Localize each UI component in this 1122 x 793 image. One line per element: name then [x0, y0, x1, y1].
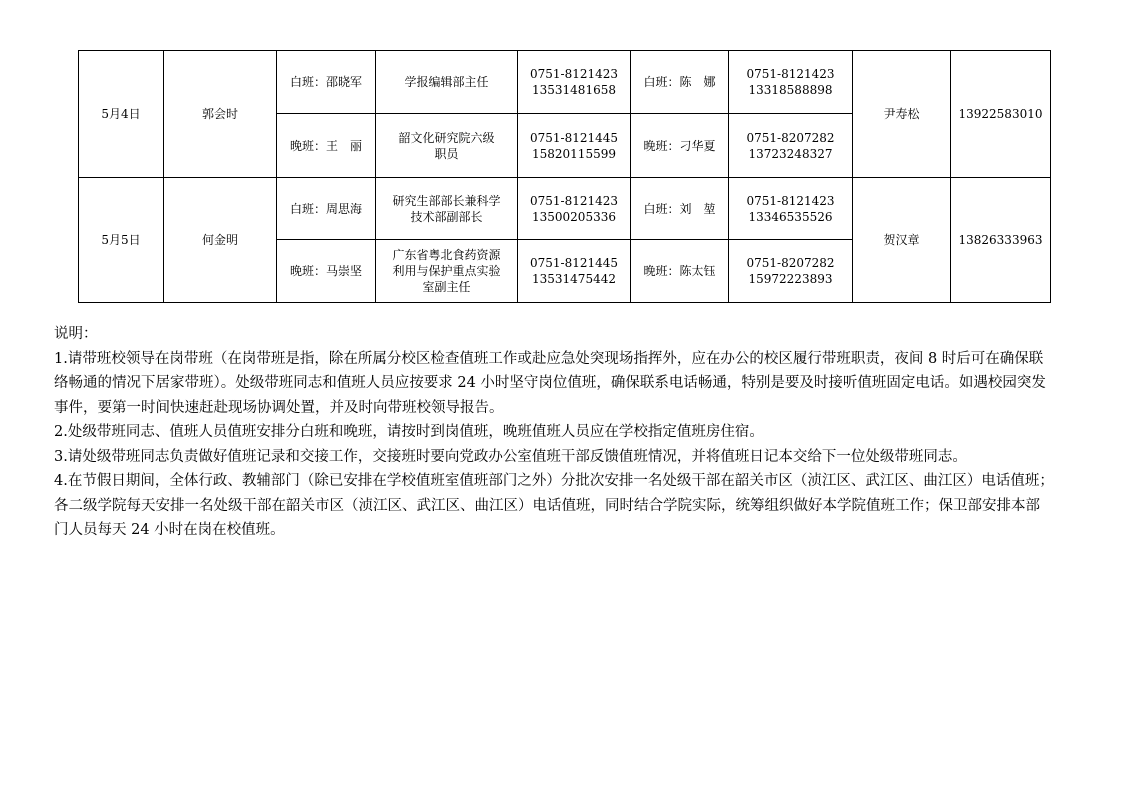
date-cell: 5月5日	[79, 178, 164, 303]
cadre-shift-cell: 晚班：王 丽	[277, 114, 376, 178]
staff-shift-cell: 白班：刘 堃	[631, 178, 729, 240]
leader-cell: 郭会时	[164, 51, 277, 178]
cadre-shift-cell: 白班：周思海	[277, 178, 376, 240]
notes-heading: 说明：	[54, 326, 98, 342]
leader-cell: 何金明	[164, 178, 277, 303]
guard-phone-cell: 13826333963	[951, 178, 1051, 303]
table-row	[79, 51, 1051, 114]
cadre-phone-cell: 0751-8121445 15820115599	[518, 114, 631, 178]
notes-section	[54, 322, 1054, 543]
note-item-4: 4.在节假日期间，全体行政、教辅部门（除已安排在学校值班室值班部门之外）分批次安排一名处级干部在韶关市区（浈江区、武江区、曲江区）电话值班；各二级学院每天安排一名处级干部在韶关市区（浈江区、武江区、曲江区）电话值班，同时结合学院实际，统筹组织做好本学院值班工作；保卫部安排本部门人员每天 24 小时在岗在校值班。	[54, 473, 1054, 538]
cadre-shift-cell: 白班：邵晓军	[277, 51, 376, 114]
note-item-2: 2.处级带班同志、值班人员值班安排分白班和晚班，请按时到岗值班，晚班值班人员应在学校指定值班房住宿。	[54, 424, 764, 440]
staff-phone-cell: 0751-8207282 13723248327	[729, 114, 853, 178]
duty-schedule-table	[78, 50, 1051, 303]
staff-phone-cell: 0751-8121423 13318588898	[729, 51, 853, 114]
cadre-title-cell: 研究生部部长兼科学 技术部副部长	[376, 178, 518, 240]
staff-phone-cell: 0751-8121423 13346535526	[729, 178, 853, 240]
cadre-phone-cell: 0751-8121423 13531481658	[518, 51, 631, 114]
cadre-title-cell: 广东省粤北食药资源 利用与保护重点实验 室副主任	[376, 240, 518, 303]
table-row	[79, 178, 1051, 240]
cadre-shift-cell: 晚班：马崇坚	[277, 240, 376, 303]
cadre-phone-cell: 0751-8121423 13500205336	[518, 178, 631, 240]
staff-shift-cell: 晚班：刁华夏	[631, 114, 729, 178]
date-cell: 5月4日	[79, 51, 164, 178]
note-item-1: 1.请带班校领导在岗带班（在岗带班是指，除在所属分校区检查值班工作或赴应急处突现场指挥外，应在办公的校区履行带班职责，夜间 8 时后可在确保联络畅通的情况下居家带班）。处级带班同志和值班人员应按要求 24 小时坚守岗位值班，确保联系电话畅通，特别是要及时接听值班固定电话。如遇校园突发事件，要第一时间快速赶赴现场协调处置，并及时向带班校领导报告。	[54, 350, 1046, 416]
guard-cell: 尹寿松	[853, 51, 951, 178]
guard-cell: 贺汉章	[853, 178, 951, 303]
staff-shift-cell: 晚班：陈太钰	[631, 240, 729, 303]
staff-shift-cell: 白班：陈 娜	[631, 51, 729, 114]
cadre-title-cell: 韶文化研究院六级 职员	[376, 114, 518, 178]
note-item-3: 3.请处级带班同志负责做好值班记录和交接工作，交接班时要向党政办公室值班干部反馈值班情况，并将值班日记本交给下一位处级带班同志。	[54, 448, 967, 465]
staff-phone-cell: 0751-8207282 15972223893	[729, 240, 853, 303]
cadre-title-cell: 学报编辑部主任	[376, 51, 518, 114]
guard-phone-cell: 13922583010	[951, 51, 1051, 178]
cadre-phone-cell: 0751-8121445 13531475442	[518, 240, 631, 303]
